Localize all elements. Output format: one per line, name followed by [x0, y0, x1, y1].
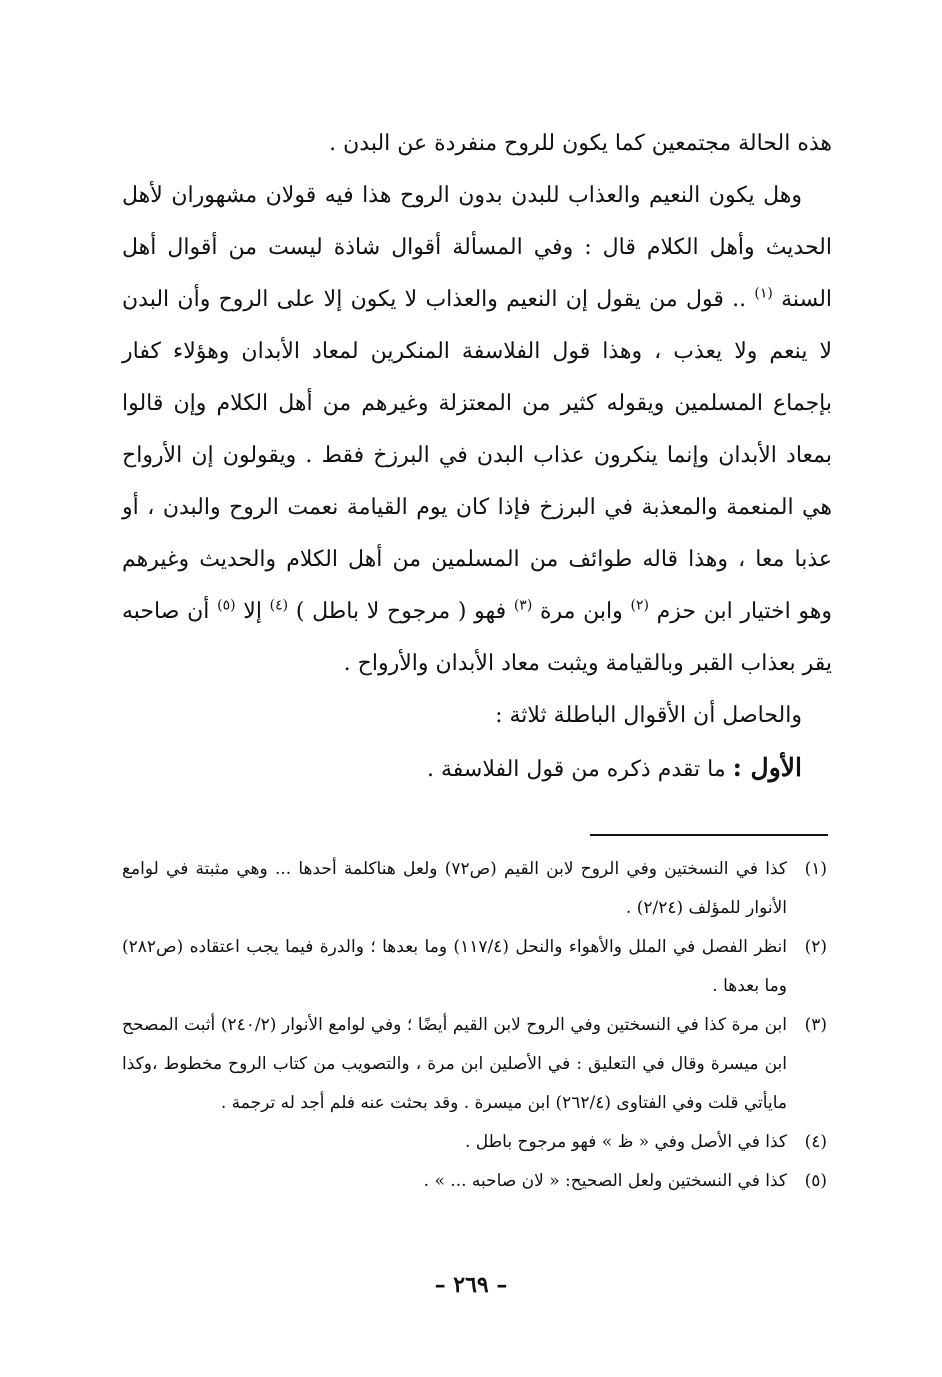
- paragraph-3: [122, 690, 832, 742]
- footnote-ref-5: (٥): [217, 597, 236, 614]
- footnotes: [122, 850, 827, 1201]
- paragraph-4: [122, 742, 832, 796]
- paragraph-2-text: وهل يكون النعيم والعذاب للبدن بدون الروح هذا فيه قولان مشهوران لأهل الحديث وأهل الكلام قال : وفي المسألة أقوال شاذة ليست من أقوال أهل السنة: [122, 183, 833, 312]
- footnote-text: ابن مرة كذا في النسختين وفي الروح لابن القيم أيضًا ؛ وفي لوامع الأنوار (٢٤٠/٢) أثبت المصحح ابن ميسرة وقال في التعليق : في الأصلين ابن مرة ، والتصويب من كتاب الروح مخطوط ،وكذا مايأتي قلت وفي الفتاوى (٢٦٢/٤) ابن ميسرة . وقد بحثت عنه فلم أجد له ترجمة .: [122, 1015, 787, 1113]
- footnote-ref-2: (٢): [630, 597, 649, 614]
- paragraph-2-text-cont5: أن صاحبه يقر بعذاب القبر وبالقيامة ويثبت معاد الأبدان والأرواح .: [122, 599, 832, 676]
- paragraph-3-text: والحاصل أن الأقوال الباطلة ثلاثة :: [495, 703, 802, 728]
- paragraph-2: [122, 170, 832, 690]
- paragraph-2-text-cont3: فهو ( مرجوح لا باطل ): [295, 599, 507, 624]
- main-text: [122, 118, 832, 796]
- paragraph-1: [122, 118, 832, 170]
- footnote-5: [122, 1162, 827, 1201]
- paragraph-2-text-cont2: وابن مرة: [540, 599, 623, 624]
- footnote-3: [122, 1006, 827, 1123]
- footnote-number: (١): [804, 859, 827, 879]
- footnote-number: (٣): [804, 1015, 827, 1035]
- paragraph-2-text-cont: .. قول من يقول إن النعيم والعذاب لا يكون إلا على الروح وأن البدن لا ينعم ولا يعذب ، وهذا قول الفلاسفة المنكرين لمعاد الأبدان وهؤلاء كفار بإجماع المسلمين ويقوله كثير من المعتزلة وغيرهم من أهل الكلام وإن قالوا بمعاد الأبدان وإنما ينكرون عذاب البدن في البرزخ فقط . ويقولون إن الأرواح هي المنعمة والمعذبة في البرزخ فإذا كان يوم القيامة نعمت الروح والبدن ، أو عذبا معا ، وهذا قاله طوائف من المسلمين من أهل الكلام والحديث وغيرهم وهو اختيار ابن حزم: [122, 287, 832, 624]
- footnote-text: كذا في الأصل وفي « ظ » فهو مرجوح باطل .: [464, 1132, 787, 1152]
- paragraph-4-lead: الأول :: [732, 753, 802, 782]
- footnote-2: [122, 928, 827, 1006]
- footnote-number: (٥): [804, 1171, 827, 1191]
- footnote-number: (٤): [804, 1132, 827, 1152]
- footnote-text: كذا في النسختين ولعل الصحيح: « لان صاحبه ... » .: [423, 1171, 787, 1191]
- paragraph-2-text-cont4: إلا: [243, 599, 262, 624]
- footnote-text: كذا في النسختين وفي الروح لابن القيم (ص٧٢) ولعل هناكلمة أحدها ... وهي مثبتة في لوامع الأنوار للمؤلف (٢/٢٤) .: [122, 859, 787, 918]
- footnote-4: [122, 1123, 827, 1162]
- footnote-number: (٢): [804, 937, 827, 957]
- footnote-ref-1: (١): [754, 285, 773, 302]
- footnote-text: انظر الفصل في الملل والأهواء والنحل (١١٧/٤) وما بعدها ؛ والدرة فيما يجب اعتقاده (ص٢٨٢) وما بعدها .: [122, 937, 787, 996]
- paragraph-1-text: هذه الحالة مجتمعين كما يكون للروح منفردة عن البدن .: [329, 131, 832, 156]
- footnote-separator: [590, 834, 828, 836]
- footnote-ref-4: (٤): [269, 597, 289, 614]
- paragraph-4-text: ما تقدم ذكره من قول الفلاسفة .: [427, 757, 726, 782]
- page-number: – ٢٦٩ –: [434, 1272, 508, 1298]
- footnote-ref-3: (٣): [513, 597, 533, 614]
- footnote-1: [122, 850, 827, 928]
